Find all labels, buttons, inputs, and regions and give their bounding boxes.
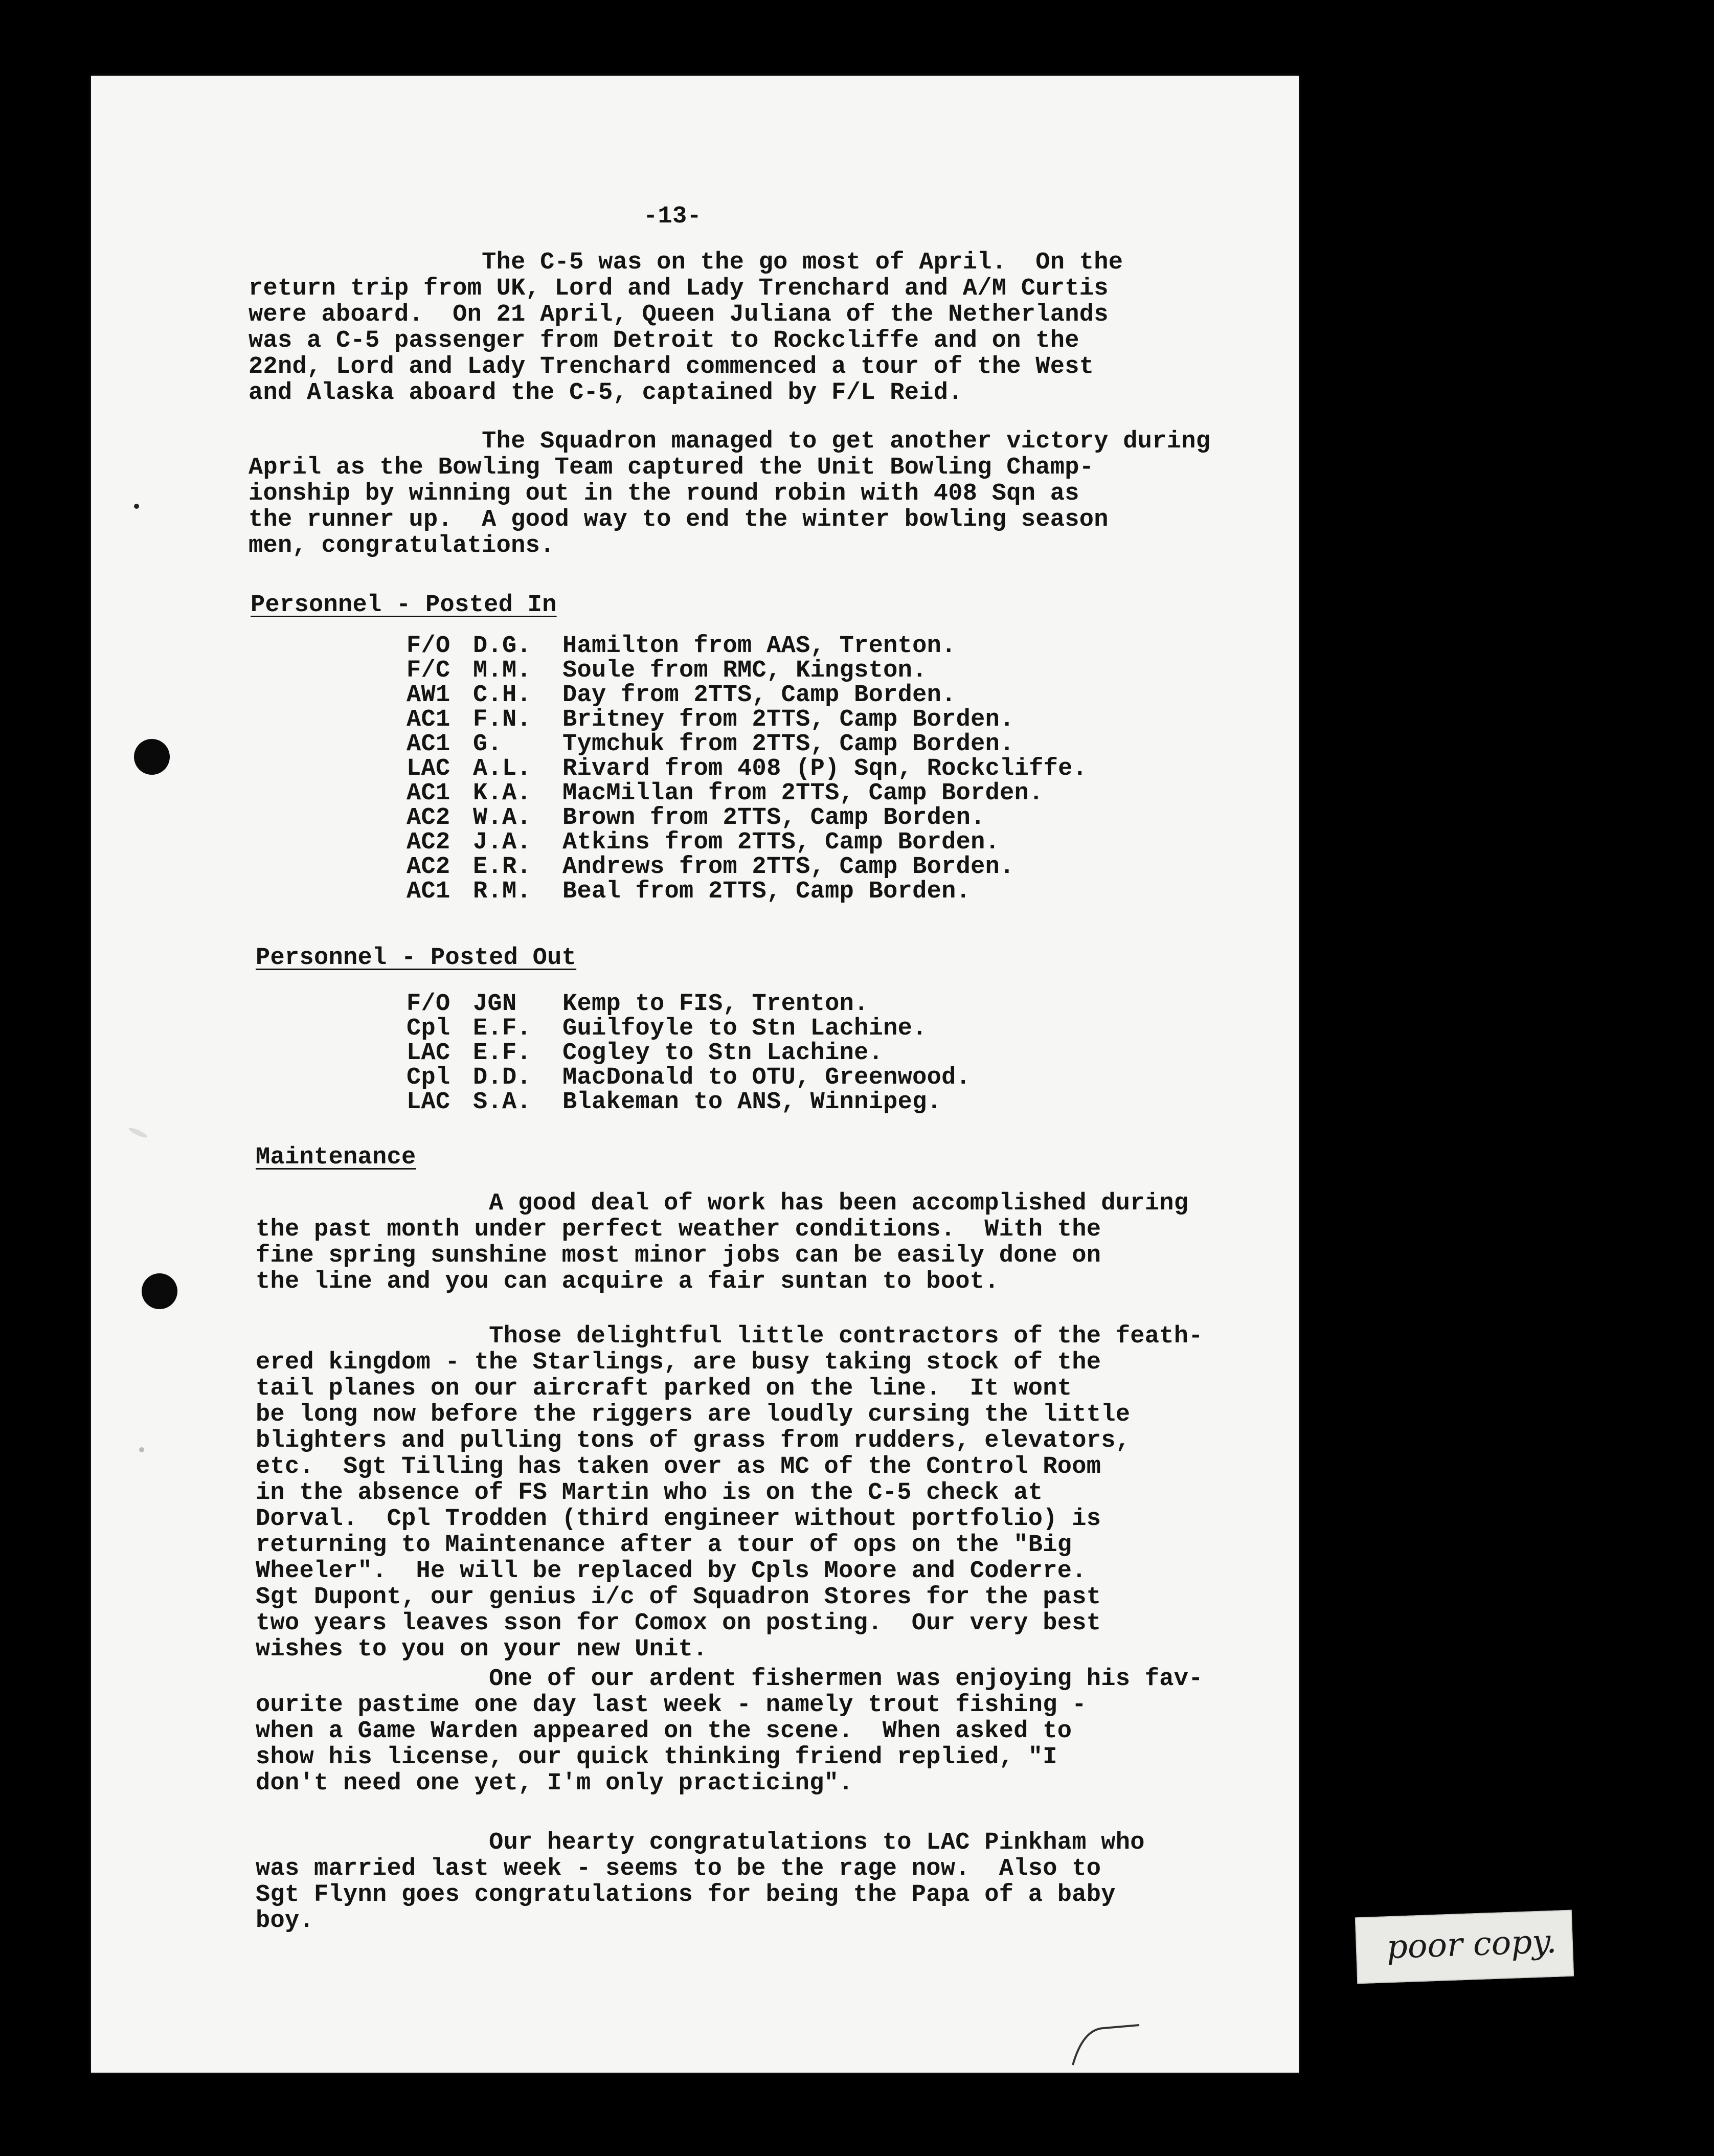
personnel-entry — [407, 756, 1276, 780]
document-page — [91, 76, 1299, 2073]
personnel-entry — [407, 1016, 1276, 1040]
text-line: One of our ardent fishermen was enjoying his fav- — [256, 1666, 1203, 1693]
personnel-entry — [407, 991, 1276, 1016]
entry-init: J.A. — [473, 829, 532, 856]
paragraph-bowling — [249, 429, 1210, 559]
entry-init: M.M. — [473, 657, 532, 684]
entry-init: E.F. — [473, 1015, 532, 1042]
entry-init: S.A. — [473, 1089, 532, 1116]
text-line: when a Game Warden appeared on the scene. When asked to — [256, 1718, 1072, 1745]
text-line: returning to Maintenance after a tour of ops on the "Big — [256, 1532, 1072, 1559]
text-line: was married last week - seems to be the rage now. Also to — [256, 1855, 1101, 1882]
entry-text: Tymchuk from 2TTS, Camp Borden. — [562, 731, 1014, 758]
text-line: men, congratulations. — [249, 532, 555, 559]
text-line: in the absence of FS Martin who is on the C-5 check at — [256, 1479, 1043, 1507]
entry-text: Soule from RMC, Kingston. — [562, 657, 927, 684]
entry-init: W.A. — [473, 804, 532, 832]
entry-rank: F/C — [407, 657, 450, 684]
entry-text: Beal from 2TTS, Camp Borden. — [562, 878, 971, 905]
entry-text: Guilfoyle to Stn Lachine. — [562, 1015, 927, 1042]
paragraph-fishermen — [256, 1666, 1203, 1796]
entry-rank: AC1 — [407, 731, 450, 758]
paragraph-c5-april — [249, 250, 1123, 406]
text-line: Wheeler". He will be replaced by Cpls Moore and Coderre. — [256, 1558, 1087, 1585]
entry-init: A.L. — [473, 755, 532, 782]
entry-text: Blakeman to ANS, Winnipeg. — [562, 1089, 942, 1116]
text-line: ered kingdom - the Starlings, are busy taking stock of the — [256, 1349, 1101, 1376]
entry-rank: AC1 — [407, 878, 450, 905]
entry-text: Brown from 2TTS, Camp Borden. — [562, 804, 985, 832]
text-line: return trip from UK, Lord and Lady Trenchard and A/M Curtis — [249, 275, 1109, 302]
entry-text: Cogley to Stn Lachine. — [562, 1040, 884, 1067]
punch-hole-top — [134, 739, 170, 775]
punch-hole-bottom — [142, 1273, 177, 1309]
entry-text: Day from 2TTS, Camp Borden. — [562, 682, 956, 709]
text-line: April as the Bowling Team captured the Unit Bowling Champ- — [249, 454, 1094, 481]
poor-copy-label: poor copy. — [1386, 1922, 1558, 1967]
personnel-entry — [407, 804, 1276, 832]
entry-text: Andrews from 2TTS, Camp Borden. — [562, 854, 1014, 881]
entry-rank: F/O — [407, 991, 450, 1018]
entry-text: Rivard from 408 (P) Sqn, Rockcliffe. — [562, 755, 1088, 782]
entry-rank: LAC — [407, 755, 450, 782]
entry-init: JGN — [473, 991, 517, 1018]
text-line: ionship by winning out in the round robin with 408 Sqn as — [249, 480, 1079, 507]
text-line: two years leaves sson for Comox on posting. Our very best — [256, 1610, 1101, 1637]
text-line: etc. Sgt Tilling has taken over as MC of the Control Room — [256, 1453, 1101, 1480]
posted-in-list — [407, 633, 1276, 903]
heading-posted-out: Personnel - Posted Out — [256, 945, 577, 972]
personnel-entry — [407, 854, 1276, 879]
text-line: and Alaska aboard the C-5, captained by F/L Reid. — [249, 379, 963, 407]
entry-rank: AC1 — [407, 706, 450, 733]
paragraph-congratulations — [256, 1830, 1145, 1934]
entry-rank: LAC — [407, 1040, 450, 1067]
entry-rank: Cpl — [407, 1015, 450, 1042]
entry-rank: AC1 — [407, 780, 450, 807]
text-line: tail planes on our aircraft parked on the line. It wont — [256, 1375, 1072, 1402]
posted-out-list — [407, 991, 1276, 1114]
entry-rank: F/O — [407, 633, 450, 660]
entry-init: D.D. — [473, 1064, 532, 1091]
entry-init: R.M. — [473, 878, 532, 905]
pen-mark — [1063, 2019, 1144, 2075]
entry-text: Kemp to FIS, Trenton. — [562, 991, 869, 1018]
text-line: fine spring sunshine most minor jobs can be easily done on — [256, 1242, 1101, 1269]
text-line: Sgt Dupont, our genius i/c of Squadron Stores for the past — [256, 1584, 1101, 1611]
entry-rank: AC2 — [407, 829, 450, 856]
text-line: Those delightful little contractors of the feath- — [256, 1323, 1203, 1350]
personnel-entry — [407, 780, 1276, 805]
entry-text: Atkins from 2TTS, Camp Borden. — [562, 829, 1000, 856]
entry-init: K.A. — [473, 780, 532, 807]
personnel-entry — [407, 707, 1276, 731]
entry-text: MacMillan from 2TTS, Camp Borden. — [562, 780, 1044, 807]
entry-init: F.N. — [473, 706, 532, 733]
personnel-entry — [407, 731, 1276, 756]
entry-init: D.G. — [473, 633, 532, 660]
personnel-entry — [407, 1089, 1276, 1114]
entry-rank: AC2 — [407, 804, 450, 832]
text-line: The Squadron managed to get another victory during — [249, 428, 1211, 455]
personnel-entry — [407, 633, 1276, 658]
entry-init: E.R. — [473, 854, 532, 881]
entry-rank: LAC — [407, 1089, 450, 1116]
text-line: Our hearty congratulations to LAC Pinkham who — [256, 1829, 1145, 1856]
entry-text: MacDonald to OTU, Greenwood. — [562, 1064, 971, 1091]
text-line: Dorval. Cpl Trodden (third engineer without portfolio) is — [256, 1506, 1101, 1533]
text-line: the line and you can acquire a fair suntan to boot. — [256, 1268, 999, 1295]
speck — [134, 504, 139, 509]
entry-rank: AW1 — [407, 682, 450, 709]
text-line: boy. — [256, 1907, 314, 1935]
heading-posted-in: Personnel - Posted In — [251, 592, 557, 619]
entry-text: Britney from 2TTS, Camp Borden. — [562, 706, 1014, 733]
personnel-entry — [407, 829, 1276, 854]
text-line: the runner up. A good way to end the winter bowling season — [249, 506, 1109, 533]
text-line: were aboard. On 21 April, Queen Juliana of the Netherlands — [249, 301, 1109, 328]
text-line: blighters and pulling tons of grass from rudders, elevators, — [256, 1427, 1131, 1454]
text-line: Sgt Flynn goes congratulations for being the Papa of a baby — [256, 1881, 1116, 1908]
text-line: ourite pastime one day last week - namely trout fishing - — [256, 1692, 1087, 1719]
paragraph-starlings — [256, 1323, 1203, 1663]
text-line: the past month under perfect weather conditions. With the — [256, 1216, 1101, 1243]
personnel-entry — [407, 1040, 1276, 1065]
heading-maintenance: Maintenance — [256, 1144, 416, 1171]
entry-init: E.F. — [473, 1040, 532, 1067]
entry-init: C.H. — [473, 682, 532, 709]
personnel-entry — [407, 682, 1276, 707]
text-line: show his license, our quick thinking friend replied, "I — [256, 1744, 1057, 1771]
personnel-entry — [407, 1065, 1276, 1089]
text-line: The C-5 was on the go most of April. On the — [249, 249, 1123, 276]
paragraph-work-accomplished — [256, 1191, 1188, 1295]
text-line: wishes to you on your new Unit. — [256, 1636, 708, 1663]
entry-init: G. — [473, 731, 503, 758]
text-line: don't need one yet, I'm only practicing". — [256, 1770, 853, 1797]
text-line: 22nd, Lord and Lady Trenchard commenced a tour of the West — [249, 353, 1094, 380]
text-line: be long now before the riggers are loudly cursing the little — [256, 1401, 1131, 1428]
text-line: was a C-5 passenger from Detroit to Rockcliffe and on the — [249, 327, 1079, 354]
personnel-entry — [407, 879, 1276, 903]
speck — [139, 1447, 144, 1452]
page-number: -13- — [643, 203, 702, 230]
entry-rank: AC2 — [407, 854, 450, 881]
entry-rank: Cpl — [407, 1064, 450, 1091]
text-line: A good deal of work has been accomplished during — [256, 1190, 1189, 1217]
poor-copy-note — [1355, 1910, 1574, 1984]
personnel-entry — [407, 658, 1276, 682]
entry-text: Hamilton from AAS, Trenton. — [562, 633, 956, 660]
